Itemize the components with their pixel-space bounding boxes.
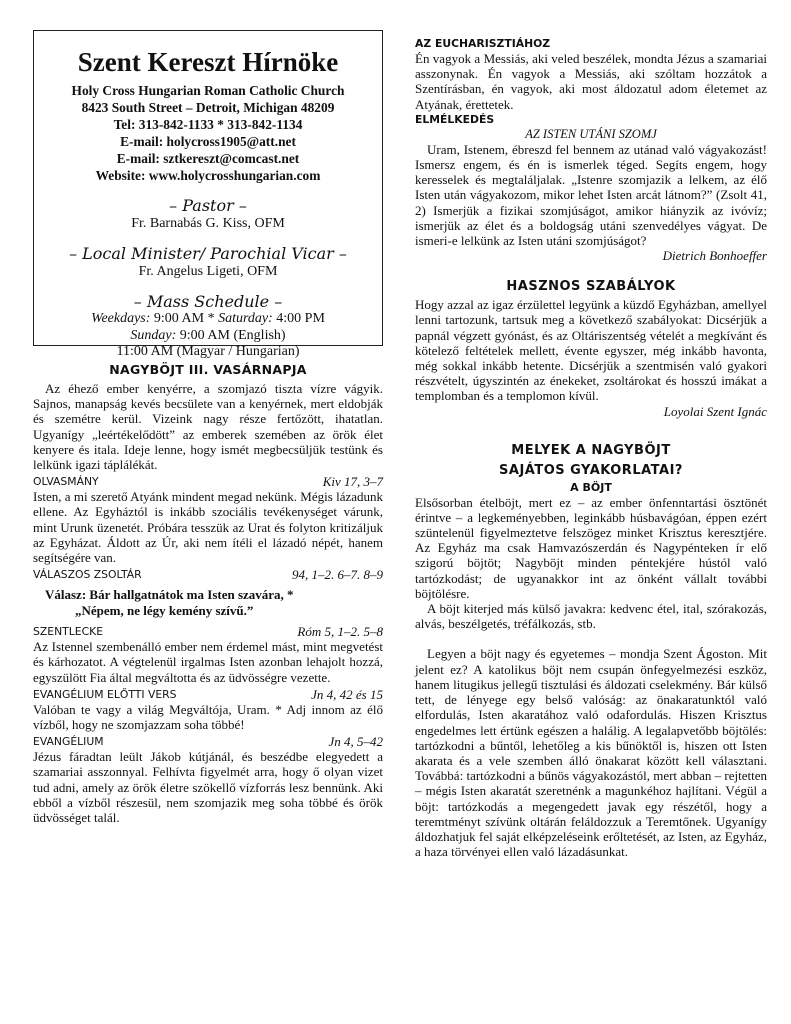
reading2-text: Az Istennel szembenálló ember nem érdemel mást, mint megvetést és kárhozatot. A végtelenül irgalmas Isten azonban lehajolt hozzá, egyszülött Fia által megváltotta és az üdvösségre vezette. <box>33 639 383 685</box>
mass-weekday-line <box>38 311 378 328</box>
reading1-label: OLVASMÁNY <box>33 475 99 489</box>
mass-schedule-label: – Mass Schedule – <box>133 292 283 311</box>
reading2-label: SZENTLECKE <box>33 625 104 639</box>
saturday-label: Saturday: <box>218 311 273 326</box>
mass-sunday-line <box>38 328 378 345</box>
rules-signature: Loyolai Szent Ignác <box>663 403 767 419</box>
sunday-heading: NAGYBÖJT III. VASÁRNAPJA <box>109 362 307 377</box>
meditation-signature: Dietrich Bonhoeffer <box>662 248 767 264</box>
verse-ref: Jn 4, 42 és 15 <box>311 686 383 702</box>
reading1-header <box>33 474 383 489</box>
response-line-1: Válasz: Bár hallgatnátok ma Isten szavára, * <box>45 587 294 603</box>
church-website: Website: www.holycrosshungarian.com <box>95 168 321 183</box>
intro-text: Az éhező ember kenyérre, a szomjazó tiszta vízre vágyik. Sajnos, manapság kevés becsülete van a kenyérnek, mert eldobják és szemétre kerül. Vizeink nagy része fertőzött, ihatatlan. Ugyanígy „leértékelődött” az emberek szemében az örök élet kenyere és itala. Ideje lenne, hogy ismét megbecsüljük testünk és lelkünk igazi táplálékát. <box>33 381 383 473</box>
meditation-title: AZ ISTEN UTÁNI SZOMJ <box>525 126 657 141</box>
gospel-header <box>33 734 383 749</box>
vicar-name: Fr. Angelus Ligeti, OFM <box>138 264 278 279</box>
meditation-label: ELMÉLKEDÉS <box>415 112 495 126</box>
weekdays-time: 9:00 AM * <box>153 311 215 326</box>
eucharist-text: Én vagyok a Messiás, aki veled beszélek, mondta Jézus a szamariai asszonynak. Én vagyok a Messiás, aki szóltam hozzátok a Szentírásban, én vagyok, aki most áldozatul adom életemet az Atyának, érettetek. <box>415 51 767 112</box>
masthead-box <box>33 30 383 359</box>
fasting-heading-2: SAJÁTOS GYAKORLATAI? <box>499 462 683 478</box>
pastor-name: Fr. Barnabás G. Kiss, OFM <box>131 216 285 231</box>
left-column <box>33 30 383 825</box>
verse-text: Valóban te vagy a világ Megváltója, Uram. * Adj innom az élő vízből, hogy ne szomjazzam soha többé! <box>33 701 383 733</box>
saturday-time: 4:00 PM <box>276 311 325 326</box>
eucharist-label: AZ EUCHARISZTIÁHOZ <box>415 37 551 50</box>
psalm-ref: 94, 1–2. 6–7. 8–9 <box>292 567 383 583</box>
sunday-label: Sunday: <box>130 327 177 343</box>
meditation-text: Uram, Istenem, ébreszd fel bennem az utánad való vágyakozást! Ismersz engem, és én is ismerlek téged. Segíts engem, hogy keresselek és megtaláljalak. „Istenre szomjazik a lelkem, az élő Isten után vágyakozom, mikor lehet Isten arcát látnom?” (Zsolt 41, 2) Ismerjük a fizikai szomjúságot, amikor hiányzik az ivóvíz; ismerjük az élet és a boldogság utáni szenvedélyes vágyat. De ismeri-e lelkünk az Isten utáni szomjúságot? <box>415 141 767 249</box>
reading2-ref: Róm 5, 1–2. 5–8 <box>297 624 383 640</box>
gospel-ref: Jn 4, 5–42 <box>328 734 383 750</box>
church-email-1: E-mail: holycross1905@att.net <box>120 134 296 149</box>
verse-header <box>33 687 383 702</box>
psalm-label: VÁLASZOS ZSOLTÁR <box>33 568 142 582</box>
verse-label: EVANGÉLIUM ELŐTTI VERS <box>33 687 177 701</box>
church-email-2: E-mail: sztkereszt@comcast.net <box>116 151 300 166</box>
gospel-label: EVANGÉLIUM <box>33 735 104 749</box>
fasting-paragraph-1: Elsősorban ételböjt, mert ez – az ember önfenntartási ösztönét érintve – a legkeményebben, leginkább húsbavágóan, éppen ezért szüntelenül figyelmeztetve felszögez minket Krisztus keresztjére. Az Egyház ma csak Hamvazószerdán és Nagypénteken ír elő szigorú böjtöt; Nagyböjt minden péntekjére hústól való tartózkodást; de ugyanakkor int az önként vállalt további böjtölésre. <box>415 494 767 601</box>
gospel-text: Jézus fáradtan leült Jákob kútjánál, és beszédbe elegyedett a szamariai asszonnyal. Felhívta figyelmét arra, hogy ő olyan vizet tud adni, amely az örök életre szökellő vízforrás lesz bennünk. Aki ebből a vízből részesül, nem szomjazik meg soha többé és örök üdvösséget talál. <box>33 749 383 826</box>
reading2-header <box>33 624 383 639</box>
pastor-label: – Pastor – <box>169 196 247 215</box>
vicar-label: – Local Minister/ Parochial Vicar – <box>69 244 347 263</box>
rules-heading: HASZNOS SZABÁLYOK <box>506 279 676 295</box>
fasting-paragraph-3: Legyen a böjt nagy és egyetemes – mondja Szent Ágoston. Mit jelent ez? A katolikus böjt nem csupán önfegyelmezési eszköz, hanem litugikus jellegű tisztulási és áldozati cselekmény. Bár külső tett, de lényege egy belső valóság: az önakaratunktól való elfordulás, Isten akaratához való odafordulás. Hiszen Krisztus engedelmes lett értünk egészen a halálig. A legalapvetőbb böjtölés: tartózkodni a bűntől, lehetőleg a kis bűnöktől is, hiszen ott Isten akarata és a vele szemben álló önakarat között kell választani. Továbbá: tartózkodni a bűnös vágyakozástól, mert abban – rejtetten – mégis Isten akaratát szeretnénk a magunkéhoz hajlítani. Végül a böjt: tartózkodás a megengedett javak egy részétől, hogy a teremtményt szívünk oltárán feláldozzuk a Teremtőnek. Ugyanígy áldozhatjuk fel saját elképzeléseink erőltetését, az Isten, az Egyház, a haza törvényei ellen való lázadásunkat. <box>415 646 767 860</box>
fasting-paragraph-2: A böjt kiterjed más külső javakra: kedvenc étel, ital, szórakozás, alvás, beszélgetés, tréfálkozás, stb. <box>415 601 767 632</box>
psalm-header <box>33 567 383 582</box>
mass-sunday-hungarian: 11:00 AM (Magyar / Hungarian) <box>116 344 300 359</box>
reading1-ref: Kiv 17, 3–7 <box>322 474 383 490</box>
weekdays-label: Weekdays: <box>91 311 151 326</box>
church-address: 8423 South Street – Detroit, Michigan 48209 <box>81 100 335 115</box>
church-name: Holy Cross Hungarian Roman Catholic Church <box>71 83 345 98</box>
fasting-heading-1: MELYEK A NAGYBÖJT <box>511 442 671 458</box>
fasting-subheading: A BÖJT <box>570 480 612 494</box>
sunday-time: 9:00 AM (English) <box>179 327 286 343</box>
rules-text: Hogy azzal az igaz érzülettel legyünk a küzdő Egyházban, amellyel lenni tartozunk, tartsuk meg a következő szabályokat: Dicsérjük a papnál végzett gyónást, és az Oltáriszentség vételét a megkívánt és kötelező feltételek mellett, évente egyszer, még inkább havonta, még sokkal inkább hetente. Dicsérjük a szentmisén való gyakori részvételt, úgyszintén az énekeket, zsoltárokat és hosszú imákat a templomban és a templomon kívül. <box>415 297 767 404</box>
right-column <box>415 36 767 859</box>
newsletter-title: Szent Kereszt Hírnöke <box>77 47 339 77</box>
reading1-text: Isten, a mi szerető Atyánk mindent megad nekünk. Mégis lázadunk ellene. Az Egyháztól is inkább szociális tevékenységet várunk, mint Urunk üzenetét. Próbára tesszük az Urat és folyton kritizáljuk az Egyházat. Áldott az Úr, aki nem ítéli el lázadó népét, hanem segítségére van. <box>33 489 383 566</box>
church-phone: Tel: 313-842-1133 * 313-842-1134 <box>113 117 303 132</box>
psalm-response <box>45 587 383 618</box>
response-line-2: „Népem, ne légy kemény szívű.” <box>75 602 254 618</box>
